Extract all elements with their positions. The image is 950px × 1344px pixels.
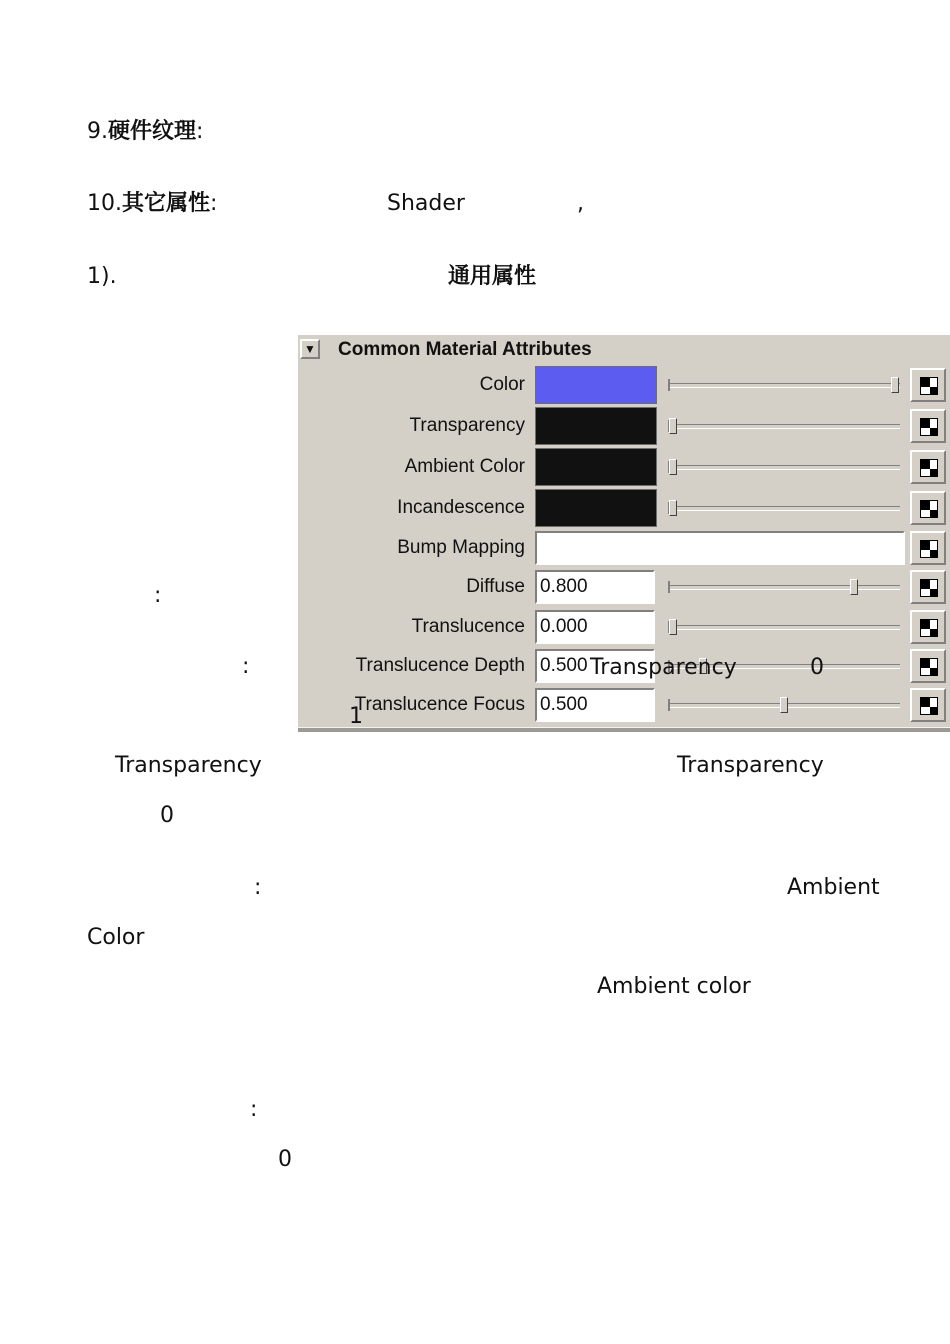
para2-ambient: Ambient	[787, 875, 880, 900]
heading-10-shader: Shader	[387, 191, 465, 216]
colon-2: :	[242, 654, 250, 679]
heading-9-colon: :	[196, 119, 204, 144]
slider-endcap	[668, 699, 670, 711]
map-texture-button[interactable]	[910, 610, 946, 644]
slider-track	[668, 383, 900, 388]
para3-zero: 0	[278, 1147, 292, 1172]
overlay-zero: 0	[810, 655, 824, 680]
attribute-row	[298, 685, 950, 725]
heading-10-comma: ,	[577, 191, 584, 216]
attribute-slider[interactable]	[668, 418, 900, 434]
value-field[interactable]: 0.800	[535, 570, 655, 604]
attribute-slider[interactable]	[668, 579, 900, 595]
color-swatch[interactable]	[535, 366, 657, 404]
map-texture-button[interactable]	[910, 450, 946, 484]
slider-thumb[interactable]	[669, 619, 677, 635]
colon-4: :	[250, 1097, 258, 1122]
checker-icon	[920, 579, 938, 597]
slider-thumb[interactable]	[669, 418, 677, 434]
map-texture-button[interactable]	[910, 649, 946, 683]
attribute-slider[interactable]	[668, 619, 900, 635]
heading-10-title: 其它属性	[122, 191, 211, 216]
slider-thumb[interactable]	[891, 377, 899, 393]
attribute-slider[interactable]	[668, 377, 900, 393]
slider-endcap	[668, 379, 670, 391]
attribute-label: Ambient Color	[404, 456, 525, 477]
checker-icon	[920, 540, 938, 558]
slider-thumb[interactable]	[669, 500, 677, 516]
heading-10-number: 10.	[87, 191, 122, 216]
checker-icon	[920, 697, 938, 715]
item-1-label: 1).	[87, 264, 117, 289]
checker-icon	[920, 500, 938, 518]
slider-track	[668, 465, 900, 470]
attribute-row	[298, 488, 950, 528]
bump-mapping-field[interactable]	[535, 531, 905, 565]
color-swatch[interactable]	[535, 448, 657, 486]
attribute-label: Diffuse	[466, 576, 525, 597]
slider-thumb[interactable]	[850, 579, 858, 595]
attribute-row	[298, 406, 950, 446]
slider-thumb[interactable]	[780, 697, 788, 713]
item-1-title-text: 通用属性	[448, 264, 537, 289]
heading-9-title: 硬件纹理	[108, 119, 197, 144]
map-texture-button[interactable]	[910, 491, 946, 525]
color-swatch[interactable]	[535, 407, 657, 445]
value-field[interactable]: 0.500	[535, 649, 655, 683]
attribute-label: Bump Mapping	[397, 537, 525, 558]
overlay-one: 1	[349, 704, 363, 729]
collapse-arrow-icon[interactable]: ▼	[300, 339, 320, 359]
item-1-title	[448, 266, 536, 288]
attribute-label: Incandescence	[397, 497, 525, 518]
common-material-attributes-panel	[298, 335, 950, 732]
attribute-row	[298, 567, 950, 607]
map-texture-button[interactable]	[910, 368, 946, 402]
panel-bottom-divider	[298, 727, 950, 732]
para1-zero: 0	[160, 803, 174, 828]
attribute-slider[interactable]	[668, 697, 900, 713]
checker-icon	[920, 619, 938, 637]
checker-icon	[920, 658, 938, 676]
map-texture-button[interactable]	[910, 688, 946, 722]
map-texture-button[interactable]	[910, 531, 946, 565]
para1-transparency-left: Transparency	[115, 753, 262, 778]
overlay-transparency: Transparency	[590, 655, 737, 680]
attribute-slider[interactable]	[668, 500, 900, 516]
slider-thumb[interactable]	[669, 459, 677, 475]
heading-10	[87, 193, 217, 215]
attribute-slider[interactable]	[668, 459, 900, 475]
heading-9-number: 9.	[87, 119, 108, 144]
attribute-label: Color	[479, 374, 525, 395]
colon-3: :	[254, 875, 262, 900]
color-swatch[interactable]	[535, 489, 657, 527]
attribute-row	[298, 365, 950, 405]
slider-track	[668, 506, 900, 511]
attribute-row	[298, 447, 950, 487]
heading-10-colon: :	[210, 191, 218, 216]
heading-9	[87, 121, 203, 143]
attribute-row	[298, 607, 950, 647]
map-texture-button[interactable]	[910, 570, 946, 604]
value-field[interactable]: 0.500	[535, 688, 655, 722]
slider-track	[668, 625, 900, 630]
value-field[interactable]: 0.000	[535, 610, 655, 644]
attribute-label: Translucence	[411, 616, 525, 637]
checker-icon	[920, 377, 938, 395]
para2-ambient-color: Ambient color	[597, 974, 751, 999]
slider-track	[668, 585, 900, 590]
para1-transparency-right: Transparency	[677, 753, 824, 778]
para2-color: Color	[87, 925, 145, 950]
slider-track	[668, 424, 900, 429]
attribute-label: Translucence Depth	[355, 655, 525, 676]
slider-endcap	[668, 581, 670, 593]
attribute-label: Translucence Focus	[354, 694, 525, 715]
checker-icon	[920, 418, 938, 436]
panel-header: Common Material Attributes	[338, 339, 592, 360]
attribute-row	[298, 528, 950, 568]
checker-icon	[920, 459, 938, 477]
map-texture-button[interactable]	[910, 409, 946, 443]
attribute-label: Transparency	[409, 415, 525, 436]
colon-1: :	[154, 583, 162, 608]
